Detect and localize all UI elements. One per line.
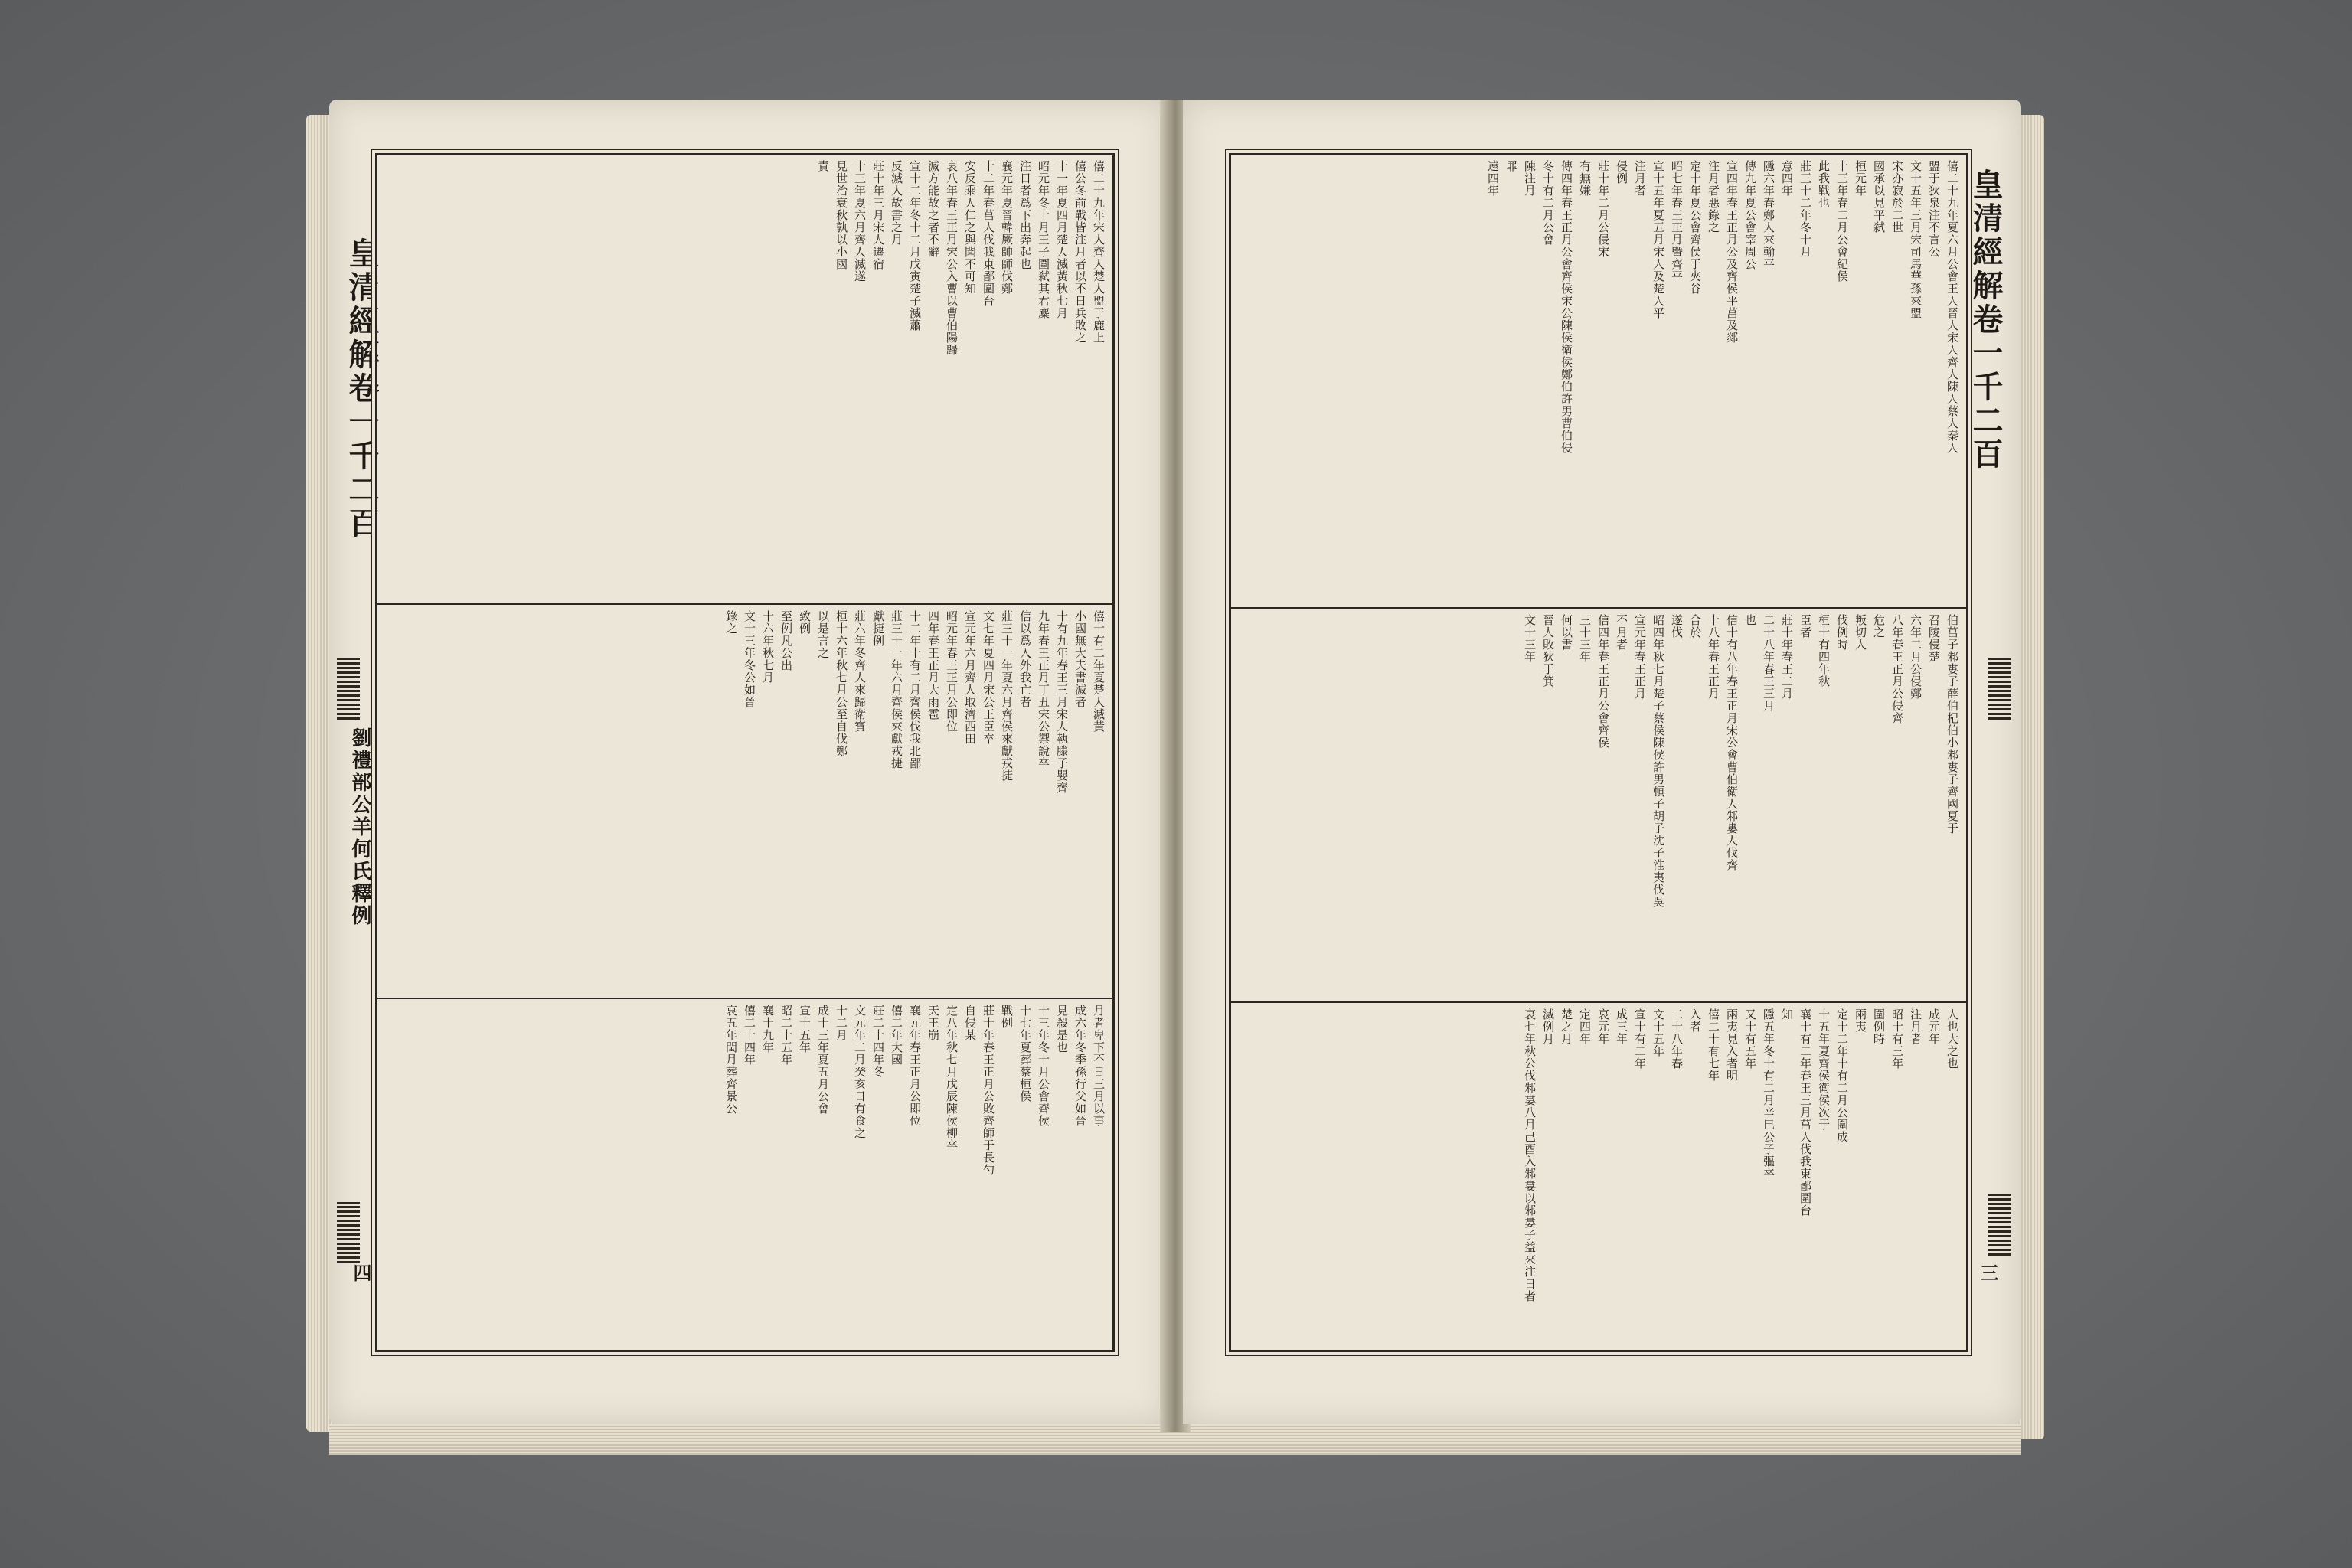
text-column: 傳四年春王正月公會齊侯宋公陳侯衛侯鄭伯許男曹伯侵 <box>1560 160 1573 454</box>
text-column: 信以爲入外我亡者 <box>1018 610 1032 708</box>
text-column: 十二月 <box>835 1004 848 1041</box>
text-column: 十六年秋七月 <box>761 610 775 684</box>
register-divider <box>1231 1001 1966 1003</box>
right-page <box>1183 100 2021 1424</box>
left-margin-title: 皇清經解卷一千二百 <box>344 237 380 541</box>
text-column: 定八年秋七月戊辰陳侯柳卒 <box>945 1004 959 1152</box>
text-column: 獻捷例 <box>871 610 885 647</box>
text-column: 文十三年冬公如晉 <box>743 610 756 708</box>
text-column: 宣十有二年 <box>1633 1008 1647 1070</box>
text-column: 罪 <box>1504 160 1518 172</box>
text-column: 僖公冬前戰皆注月者以不日兵敗之 <box>1073 160 1087 344</box>
text-column: 遂伐 <box>1670 614 1684 639</box>
text-column: 十二年十有二月齊侯伐我北鄙 <box>908 610 922 769</box>
text-column: 召陵侵楚 <box>1927 614 1941 663</box>
text-column: 盟于狄泉注不言公 <box>1927 160 1941 258</box>
text-column: 莊三十一年六月齊侯來獻戎捷 <box>890 610 903 769</box>
text-column: 見殺是也 <box>1055 1004 1069 1054</box>
text-column: 莊十年春王二月 <box>1780 614 1794 700</box>
left-top-register <box>377 155 1112 603</box>
text-column: 晉人敗狄于箕 <box>1541 614 1555 688</box>
text-column: 十三年冬十月公會齊侯 <box>1037 1004 1050 1127</box>
text-column: 人也大之也 <box>1945 1008 1959 1070</box>
text-column: 成六年冬季孫行父如晉 <box>1073 1004 1087 1127</box>
text-column: 昭二十五年 <box>779 1004 793 1066</box>
text-column: 哀五年閏月葬齊景公 <box>724 1004 738 1115</box>
text-column: 莊二十四年冬 <box>871 1004 885 1078</box>
text-column: 意四年 <box>1780 160 1794 197</box>
text-column: 宣十二年冬十二月戊寅楚子滅蕭 <box>908 160 922 332</box>
text-column: 圍例時 <box>1872 1008 1886 1045</box>
right-top-register <box>1231 155 1966 607</box>
text-column: 僖二年大國 <box>890 1004 903 1066</box>
text-column: 定十二年十有二月公圍成 <box>1835 1008 1849 1143</box>
text-column: 侵例 <box>1615 160 1628 185</box>
text-column: 昭四年秋七月楚子蔡侯陳侯許男頓子胡子沈子淮夷伐吳 <box>1651 614 1665 908</box>
fishtail-ornament <box>1988 658 2011 720</box>
text-column: 襄元年春王正月公即位 <box>908 1004 922 1127</box>
text-column: 信十有八年春王正月宋公會曹伯衛人邾婁人伐齊 <box>1725 614 1739 871</box>
text-column: 兩夷見入者明 <box>1725 1008 1739 1082</box>
text-column: 叛切人 <box>1854 614 1867 651</box>
text-column: 伐例時 <box>1835 614 1849 651</box>
text-column: 昭元年冬十月王子圍弒其君麋 <box>1037 160 1050 319</box>
text-column: 桓元年 <box>1854 160 1867 197</box>
text-column: 二十八年春王三月 <box>1762 614 1775 712</box>
text-column: 文十五年 <box>1651 1008 1665 1057</box>
text-column: 宣元年春王正月 <box>1633 614 1647 700</box>
text-column: 滅方能故之者不辭 <box>926 160 940 258</box>
text-column: 定十年夏公會齊侯于夾谷 <box>1688 160 1702 295</box>
text-column: 以是言之 <box>816 610 830 659</box>
text-column: 國承以見平弑 <box>1872 160 1886 234</box>
text-column: 莊三十二年冬十月 <box>1798 160 1812 258</box>
fishtail-ornament <box>337 658 360 720</box>
text-column: 兩夷 <box>1854 1008 1867 1033</box>
text-column: 陳注月 <box>1523 160 1537 197</box>
text-column: 莊十年二月公侵宋 <box>1596 160 1610 258</box>
text-column: 昭七年春王正月暨齊平 <box>1670 160 1684 283</box>
right-bottom-register <box>1231 1004 1966 1350</box>
text-column: 宣元年六月齊人取濟西田 <box>963 610 977 745</box>
fishtail-ornament <box>1988 1194 2011 1256</box>
text-column: 信四年春王正月公會齊侯 <box>1596 614 1610 749</box>
text-column: 哀七年秋公伐邾婁八月己酉入邾婁以邾婁子益來注日者 <box>1523 1008 1537 1302</box>
text-column: 傳九年夏公會宰周公 <box>1743 160 1757 270</box>
text-column: 又十有五年 <box>1743 1008 1757 1070</box>
text-column: 知 <box>1780 1008 1794 1021</box>
text-column: 注月者惡錄之 <box>1707 160 1720 234</box>
text-column: 昭十有三年 <box>1890 1008 1904 1070</box>
text-column: 危之 <box>1872 614 1886 639</box>
text-column: 遠四年 <box>1486 160 1500 197</box>
text-column: 四年春王正月大雨雹 <box>926 610 940 720</box>
left-page-number: 四 <box>350 1263 372 1282</box>
text-column: 見世治衰秋孰以小國 <box>835 160 848 270</box>
text-column: 臣者 <box>1798 614 1812 639</box>
text-column: 三十三年 <box>1578 614 1592 663</box>
text-column: 僖二十九年宋人齊人楚人盟于鹿上 <box>1092 160 1106 344</box>
text-column: 注日者爲下出奔起也 <box>1018 160 1032 270</box>
text-column: 襄十有二年春王三月莒人伐我東鄙圍台 <box>1798 1008 1812 1217</box>
register-divider <box>1231 607 1966 609</box>
text-column: 宣十五年 <box>798 1004 812 1054</box>
text-column: 哀八年春王正月宋公入曹以曹伯陽歸 <box>945 160 959 356</box>
text-column: 戰例 <box>1000 1004 1014 1029</box>
text-column: 錄之 <box>724 610 738 635</box>
text-column: 文十五年三月宋司馬華孫來盟 <box>1909 160 1922 319</box>
text-column: 九年春王正月丁丑宋公禦說卒 <box>1037 610 1050 769</box>
text-column: 注月者 <box>1633 160 1647 197</box>
text-column: 小國無大夫書滅者 <box>1073 610 1087 708</box>
text-column: 文七年夏四月宋公王臣卒 <box>982 610 995 745</box>
text-column: 成三年 <box>1615 1008 1628 1045</box>
text-column: 桓十六年秋七月公至自伐鄭 <box>835 610 848 757</box>
text-column: 襄元年夏晉韓厥帥師伐鄭 <box>1000 160 1014 295</box>
text-column: 不月者 <box>1615 614 1628 651</box>
text-column: 十三年春二月公會紀侯 <box>1835 160 1849 283</box>
text-column: 定四年 <box>1578 1008 1592 1045</box>
fishtail-ornament <box>337 1202 360 1263</box>
text-column: 冬十有二月公會 <box>1541 160 1555 246</box>
text-column: 僖十有二年夏楚人滅黃 <box>1092 610 1106 733</box>
text-column: 成元年 <box>1927 1008 1941 1045</box>
text-column: 八年春王正月公侵齊 <box>1890 614 1904 724</box>
text-column: 楚之月 <box>1560 1008 1573 1045</box>
text-column: 文十三年 <box>1523 614 1537 663</box>
text-column: 安反乘人仁之與聞不可知 <box>963 160 977 295</box>
right-page-number: 三 <box>1977 1263 1999 1282</box>
text-column: 十二年春莒人伐我東鄙圍台 <box>982 160 995 307</box>
left-middle-register <box>377 606 1112 998</box>
text-column: 十五年夏齊侯衛侯次于 <box>1817 1008 1831 1131</box>
text-column: 至例凡公出 <box>779 610 793 671</box>
text-column: 反滅人故書之月 <box>890 160 903 246</box>
text-column: 莊六年冬齊人來歸衛寶 <box>853 610 867 733</box>
text-column: 合於 <box>1688 614 1702 639</box>
text-column: 僖二十九年夏六月公會王人晉人宋人齊人陳人蔡人秦人 <box>1945 160 1959 454</box>
text-column: 哀元年 <box>1596 1008 1610 1045</box>
register-divider <box>377 603 1112 605</box>
left-page <box>329 100 1168 1424</box>
text-column: 十一年夏四月楚人滅黃秋七月 <box>1055 160 1069 319</box>
text-column: 桓十有四年秋 <box>1817 614 1831 688</box>
text-column: 致例 <box>798 610 812 635</box>
text-column: 十七年夏葬蔡桓侯 <box>1018 1004 1032 1102</box>
right-margin-title: 皇清經解卷一千二百 <box>1968 168 2004 472</box>
text-column: 成十三年夏五月公會 <box>816 1004 830 1115</box>
text-column: 此我戰也 <box>1817 160 1831 209</box>
open-book <box>306 100 2044 1485</box>
text-column: 宣四年春王正月公及齊侯平莒及郯 <box>1725 160 1739 344</box>
text-column: 十有九年春王三月宋人執滕子嬰齊 <box>1055 610 1069 794</box>
text-column: 宣十五年夏五月宋人及楚人平 <box>1651 160 1665 319</box>
text-column: 莊三十一年夏六月齊侯來獻戎捷 <box>1000 610 1014 782</box>
text-column: 也 <box>1743 614 1757 626</box>
text-column: 滅例月 <box>1541 1008 1555 1045</box>
text-column: 二十八年春 <box>1670 1008 1684 1070</box>
text-column: 宋亦寂於二世 <box>1890 160 1904 234</box>
register-divider <box>377 998 1112 999</box>
text-column: 莊十年三月宋人遷宿 <box>871 160 885 270</box>
text-column: 文元年二月癸亥日有食之 <box>853 1004 867 1139</box>
text-column: 自侵某 <box>963 1004 977 1041</box>
text-column: 僖二十有七年 <box>1707 1008 1720 1082</box>
text-column: 十八年春王正月 <box>1707 614 1720 700</box>
text-column: 有無嫌 <box>1578 160 1592 197</box>
text-column: 月者卑下不日三月以事 <box>1092 1004 1106 1127</box>
text-column: 襄十九年 <box>761 1004 775 1054</box>
text-column: 責 <box>816 160 830 172</box>
left-bottom-register <box>377 1000 1112 1350</box>
right-middle-register <box>1231 609 1966 1001</box>
text-column: 天王崩 <box>926 1004 940 1041</box>
left-text-frame <box>375 153 1115 1352</box>
text-column: 注月者 <box>1909 1008 1922 1045</box>
text-column: 十三年夏六月齊人滅遂 <box>853 160 867 283</box>
text-column: 莊十年春王正月公敗齊師于長勺 <box>982 1004 995 1176</box>
text-column: 何以書 <box>1560 614 1573 651</box>
text-column: 昭元年春王正月公即位 <box>945 610 959 733</box>
left-page-subtitle: 劉禮部公羊何氏釋例 <box>348 727 371 927</box>
text-column: 隱六年春鄭人來輸平 <box>1762 160 1775 270</box>
right-text-frame <box>1229 153 1968 1352</box>
text-column: 伯莒子邾婁子薛伯杞伯小邾婁子齊國夏于 <box>1945 614 1959 835</box>
text-column: 入者 <box>1688 1008 1702 1033</box>
text-column: 僖二十四年 <box>743 1004 756 1066</box>
text-column: 六年二月公侵鄭 <box>1909 614 1922 700</box>
text-column: 隱五年冬十有二月辛巳公子彄卒 <box>1762 1008 1775 1180</box>
